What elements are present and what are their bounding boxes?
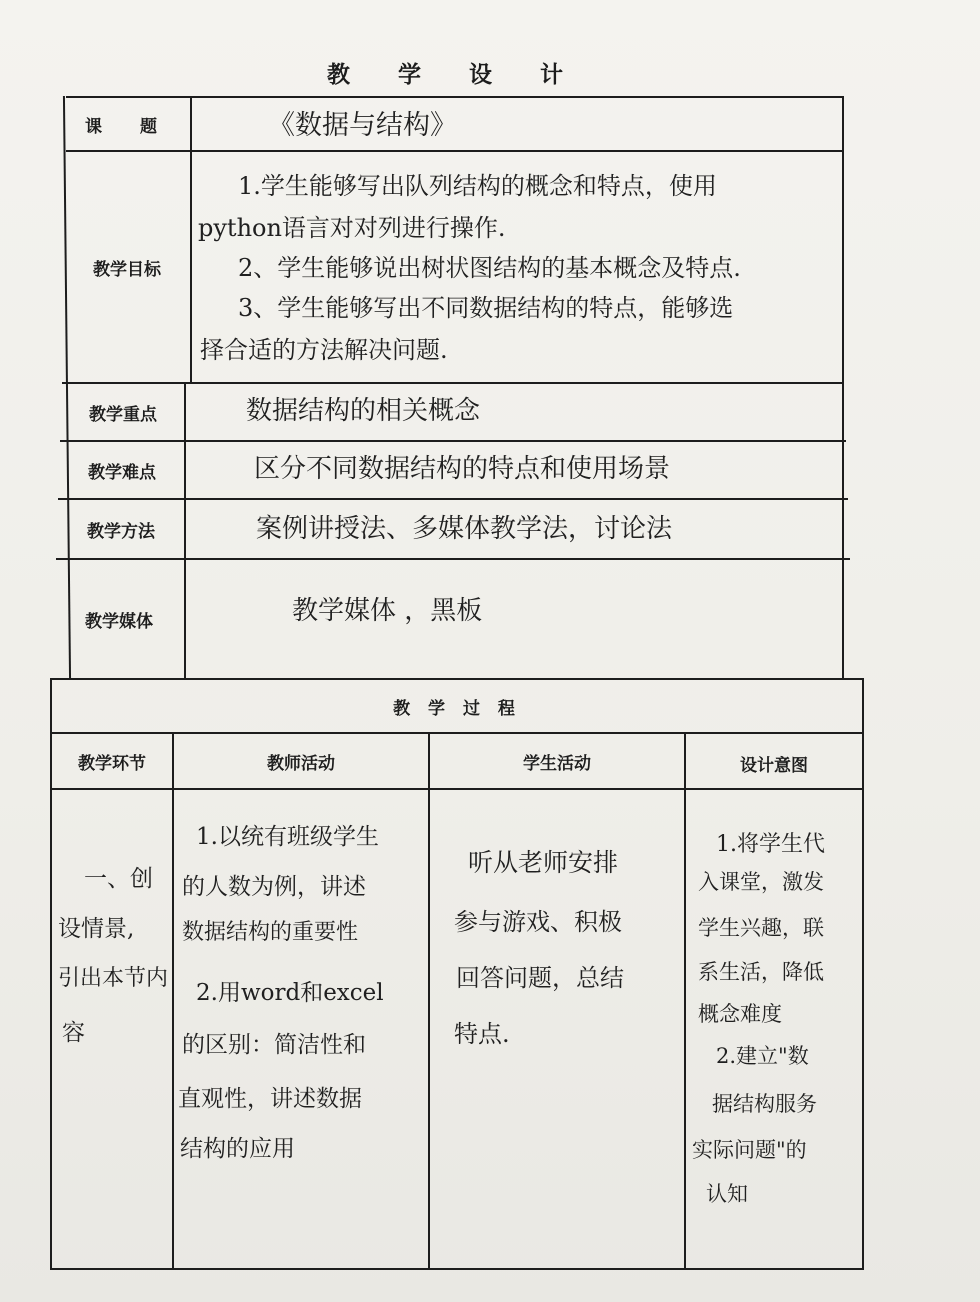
objective-line-5: 择合适的方法解决问题. [200, 336, 448, 364]
teacher-line-2: 的人数为例，讲述 [182, 874, 366, 900]
objective-line-1: 1.学生能够写出队列结构的概念和特点，使用 [238, 172, 717, 200]
topic-label: 课 题 [85, 116, 173, 137]
intent-line-9: 认知 [706, 1182, 748, 1206]
intent-line-5: 概念难度 [698, 1002, 782, 1026]
teacher-line-7: 结构的应用 [180, 1136, 295, 1162]
teacher-line-5: 的区别：简洁性和 [182, 1032, 366, 1058]
segment-line-1: 一、创 [84, 866, 153, 892]
segment-line-4: 容 [62, 1020, 85, 1046]
methods-label: 教学方法 [87, 521, 155, 542]
label-column-divider [190, 96, 192, 382]
column-header-student: 学生活动 [523, 753, 591, 774]
process-col-divider-2 [428, 732, 430, 1270]
column-header-segment: 教学环节 [78, 753, 146, 774]
student-line-2: 参与游戏、积极 [454, 908, 622, 936]
topic-value: 《数据与结构》 [268, 110, 457, 141]
objectives-label: 教学目标 [93, 259, 161, 280]
intent-line-7: 据结构服务 [712, 1092, 817, 1116]
student-line-3: 回答问题，总结 [456, 964, 624, 992]
segment-line-3: 引出本节内 [58, 966, 169, 991]
process-col-divider-1 [172, 732, 174, 1270]
teacher-line-3: 数据结构的重要性 [182, 920, 359, 945]
difficulty-label: 教学难点 [88, 462, 156, 483]
teacher-line-6: 直观性，讲述数据 [178, 1086, 362, 1112]
teacher-line-1: 1.以统有班级学生 [196, 824, 379, 850]
intent-line-2: 入课堂，激发 [698, 870, 824, 894]
column-header-teacher: 教师活动 [267, 753, 335, 774]
objective-line-4: 3、学生能够写出不同数据结构的特点，能够选 [238, 294, 734, 322]
intent-line-4: 系生活，降低 [698, 960, 824, 984]
label-column-divider-lower [184, 382, 186, 678]
objective-line-3: 2、学生能够说出树状图结构的基本概念及特点. [238, 254, 741, 282]
intent-line-6: 2.建立"数 [716, 1044, 809, 1068]
process-title: 教 学 过 程 [393, 698, 521, 719]
key-points-value: 数据结构的相关概念 [246, 396, 481, 426]
intent-line-8: 实际问题"的 [692, 1138, 807, 1162]
column-header-intent: 设计意图 [740, 755, 808, 776]
student-line-4: 特点. [454, 1020, 510, 1048]
difficulty-value: 区分不同数据结构的特点和使用场景 [254, 454, 671, 484]
media-label: 教学媒体 [85, 611, 153, 632]
teacher-line-4: 2.用word和excel [196, 980, 384, 1006]
objective-line-2: python语言对对列进行操作. [198, 214, 506, 242]
intent-line-3: 学生兴趣，联 [698, 916, 824, 940]
media-value: 教学媒体 ，黑板 [292, 596, 483, 626]
intent-line-1: 1.将学生代 [716, 832, 825, 857]
table-border-right-lower [862, 678, 864, 1270]
document-title: 教 学 设 计 [326, 61, 584, 88]
table-border-right [842, 96, 844, 680]
segment-line-2: 设情景, [58, 916, 135, 942]
methods-value: 案例讲授法、多媒体教学法，讨论法 [256, 514, 673, 544]
student-line-1: 听从老师安排 [468, 848, 619, 877]
process-col-divider-3 [684, 732, 686, 1270]
key-points-label: 教学重点 [89, 404, 157, 425]
